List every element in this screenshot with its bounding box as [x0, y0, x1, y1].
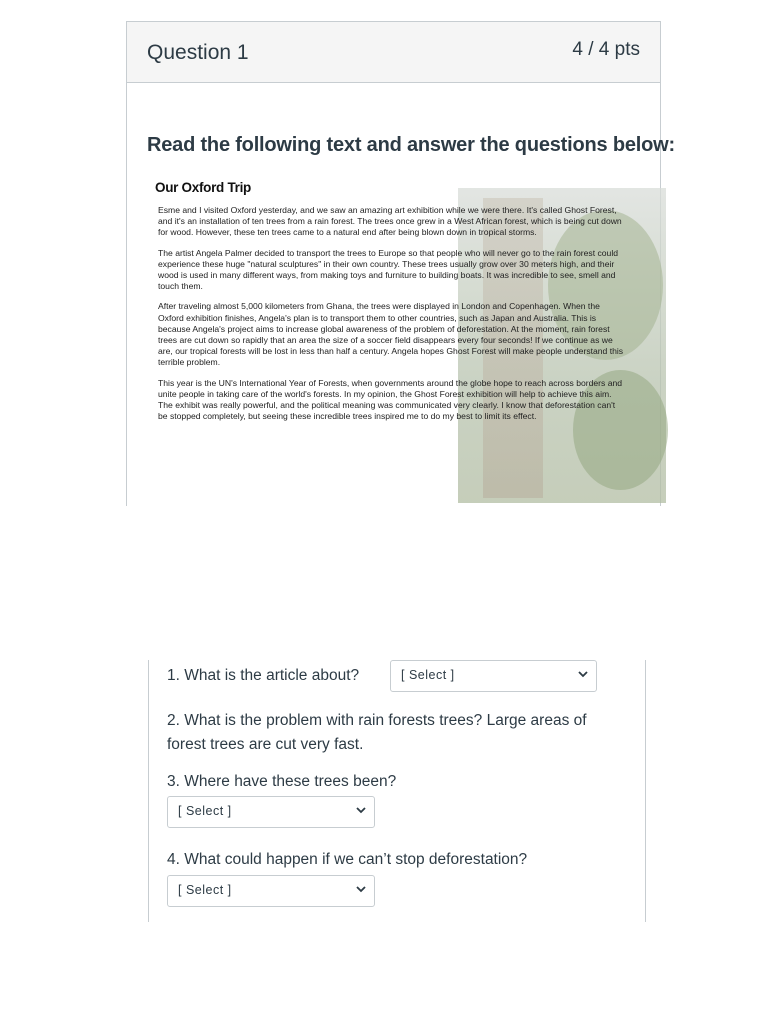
passage-paragraph: After traveling almost 5,000 kilometers from Ghana, the trees were displayed in London and Copenhagen. When the Oxford exhibition finishes, Angela's plan is to transport them to other countries, such as Japan and Australia. This is because Angela's project aims to increase global awareness of the problem of deforestation. At the moment, rain forest trees are cut down so rapidly that an area the size of a soccer field disappears every four seconds! If we continue as we are, our tropical forests will be lost in less than half a century. Angela hopes Ghost Forest will make people understand this terrible problem.	[158, 301, 624, 368]
passage-title: Our Oxford Trip	[155, 180, 252, 195]
item-2-prompt: 2. What is the problem with rain forests trees? Large areas of forest trees are cut very fast.	[167, 712, 587, 753]
item-4-select[interactable]	[167, 875, 375, 907]
question-title: Question 1	[147, 41, 249, 64]
passage-paragraph: Esme and I visited Oxford yesterday, and we saw an amazing art exhibition while we were there. It's called Ghost Forest, and it's an installation of ten trees from a rain forest. The trees once grew in a West African forest, which is being cut down for wood. However, these ten trees came to a natural end after being blown down in tropical storms.	[158, 205, 622, 238]
question-header	[127, 22, 660, 83]
item-3-select-value: [ Select ]	[178, 804, 232, 818]
item-4-select-value: [ Select ]	[178, 883, 232, 897]
chevron-down-icon	[354, 882, 368, 896]
item-3-prompt: 3. Where have these trees been?	[167, 773, 397, 790]
item-1-select[interactable]	[390, 660, 597, 692]
question-points: 4 / 4 pts	[572, 39, 640, 60]
passage-paragraph: This year is the UN's International Year of Forests, when governments around the globe hope to reach across borders and unite people in taking care of the world's forests. In my opinion, the Ghost Forest exhibition will help to achieve this aim. The exhibit was really powerful, and the political meaning was communicated very clearly. I know that deforestation can't be stopped completely, but seeing these incredible trees inspired me to do my best to limit its effect.	[158, 377, 623, 422]
question-items	[148, 660, 646, 922]
item-1-select-value: [ Select ]	[401, 668, 455, 682]
item-3-select[interactable]	[167, 796, 375, 828]
item-1-prompt: 1. What is the article about?	[167, 667, 360, 684]
chevron-down-icon	[576, 667, 590, 681]
question-instruction: Read the following text and answer the questions below:	[147, 134, 675, 156]
item-4-prompt: 4. What could happen if we can’t stop deforestation?	[167, 851, 528, 868]
question-card	[126, 21, 675, 506]
chevron-down-icon	[354, 803, 368, 817]
passage-paragraph: The artist Angela Palmer decided to transport the trees to Europe so that people who will never go to the rain forest could experience these huge "natural sculptures" in their own country. These trees usually grow over 30 meters high, and their wood is used in many different ways, from making toys and furniture to building boats. It was incredible to see, smell and touch them.	[158, 247, 619, 292]
reading-passage-image	[153, 180, 641, 504]
